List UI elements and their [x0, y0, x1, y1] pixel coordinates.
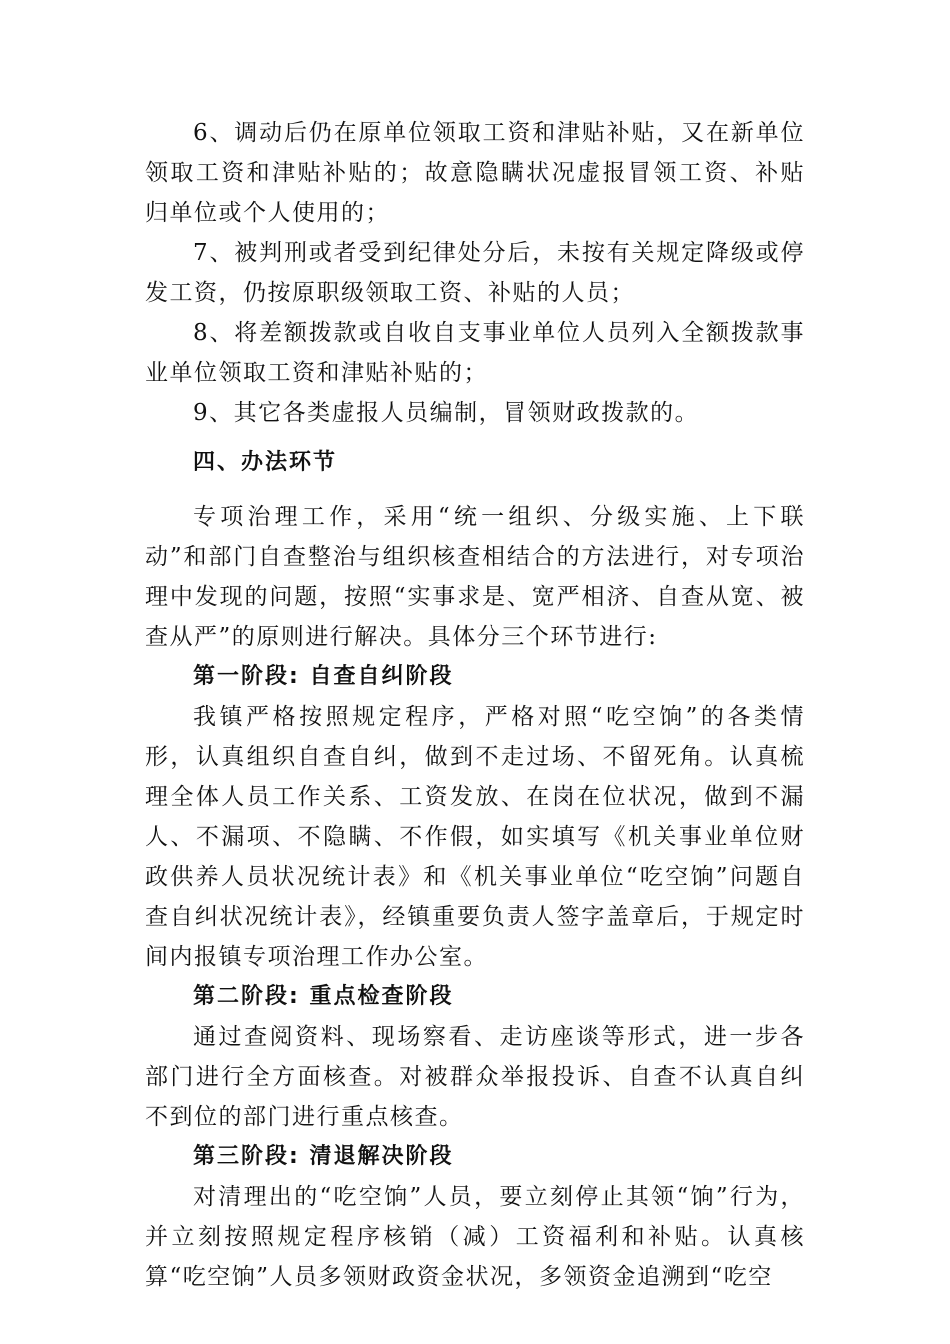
stage-2-body: 通过查阅资料、现场察看、走访座谈等形式，进一步各部门进行全方面核查。对被群众举报投诉、自查不认真自纠不到位的部门进行重点核查。: [145, 1024, 805, 1130]
document-body: [145, 113, 805, 1297]
list-item-8: 8、将差额拨款或自收自支事业单位人员列入全额拨款事业单位领取工资和津贴补贴的；: [145, 320, 805, 386]
section-intro-paragraph: 专项治理工作，采用“统一组织、分级实施、上下联动”和部门自查整治与组织核查相结合的方法进行，对专项治理中发现的问题，按照“实事求是、宽严相济、自查从宽、被查从严”的原则进行解决。具体分三个环节进行:: [145, 504, 805, 650]
stage-1-heading: 第一阶段: 自查自纠阶段: [193, 664, 454, 689]
list-item-7: 7、被判刑或者受到纪律处分后，未按有关规定降级或停发工资，仍按原职级领取工资、补贴的人员；: [145, 240, 805, 306]
list-item-6: 6、调动后仍在原单位领取工资和津贴补贴，又在新单位领取工资和津贴补贴的；故意隐瞒状况虚报冒领工资、补贴归单位或个人使用的；: [145, 120, 805, 226]
stage-3-heading: 第三阶段: 清退解决阶段: [193, 1144, 454, 1169]
stage-3-body: 对清理出的“吃空饷”人员，要立刻停止其领“饷”行为，并立刻按照规定程序核销（减）工资福利和补贴。认真核算“吃空饷”人员多领财政资金状况，多领资金追溯到“吃空: [145, 1184, 805, 1290]
stage-2-heading: 第二阶段: 重点检查阶段: [193, 984, 454, 1009]
list-item-9: 9、其它各类虚报人员编制，冒领财政拨款的。: [193, 400, 700, 426]
section-heading-methods: 四、办法环节: [193, 450, 338, 475]
stage-1-body: 我镇严格按照规定程序，严格对照“吃空饷”的各类情形，认真组织自查自纠，做到不走过场、不留死角。认真梳理全体人员工作关系、工资发放、在岗在位状况，做到不漏人、不漏项、不隐瞒、不作假，如实填写《机关事业单位财政供养人员状况统计表》和《机关事业单位“吃空饷”问题自查自纠状况统计表》，经镇重要负责人签字盖章后，于规定时间内报镇专项治理工作办公室。: [145, 704, 805, 970]
